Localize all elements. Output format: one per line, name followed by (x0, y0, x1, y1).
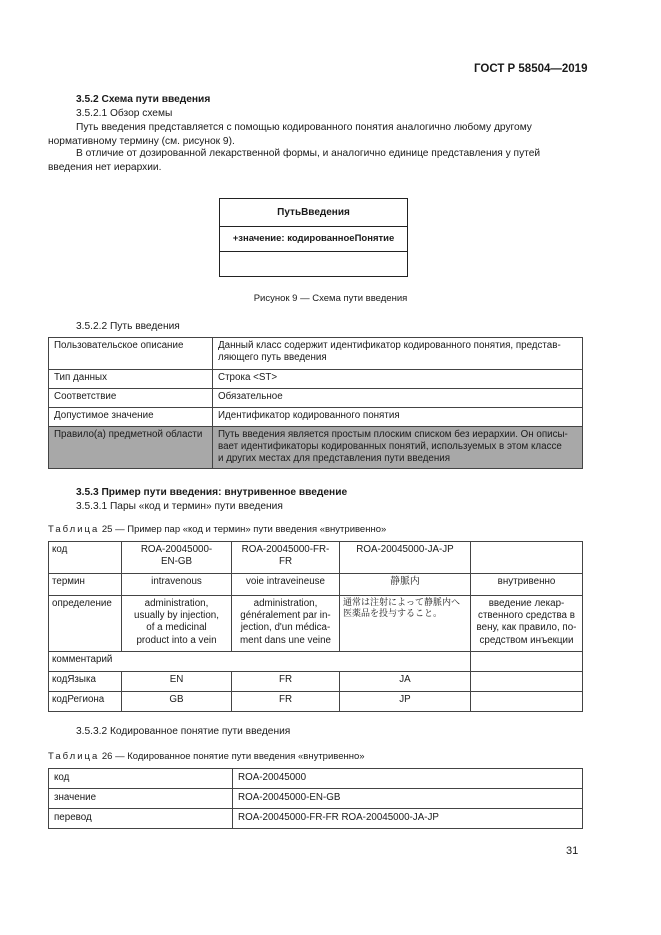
cell (471, 652, 583, 672)
value-line: вает идентификаторы кодированных понятий, используемых в этом классе (218, 441, 562, 453)
table-26-caption (48, 751, 365, 764)
cell-line: 医薬品を投与すること。 (343, 609, 443, 620)
row-label: Соответствие (49, 389, 213, 408)
coded-concept-table (48, 768, 583, 829)
row-label: кодЯзыка (49, 672, 122, 692)
cell-line: ROA-20045000-FR- (241, 544, 330, 555)
table-row (49, 809, 583, 829)
cell (232, 542, 340, 574)
code-term-pairs-table (48, 541, 583, 712)
subsection-3-5-2-2: 3.5.2.2 Путь введения (76, 321, 180, 332)
paragraph-1-line2: нормативному термину (см. рисунок 9). (48, 136, 235, 147)
cell: внутривенно (471, 574, 583, 596)
paragraph-2-line2: введения нет иерархии. (48, 162, 162, 173)
cell-line: EN-GB (160, 556, 193, 568)
table-row (49, 596, 583, 652)
section-title-3-5-2: 3.5.2 Схема пути введения (76, 94, 211, 105)
paragraph-2-line1: В отличие от дозированной лекарственной формы, и аналогично единице представления у путей (76, 148, 541, 159)
table-label: Таблица (48, 524, 100, 535)
row-value: Строка <ST> (213, 370, 583, 389)
subsection-3-5-3-2: 3.5.3.2 Кодированное понятие пути введения (76, 726, 291, 737)
table-row (49, 672, 583, 692)
subsection-3-5-2-1: 3.5.2.1 Обзор схемы (76, 108, 173, 119)
cell-line: administration, (253, 598, 318, 609)
table-row (49, 692, 583, 712)
table-row (49, 789, 583, 809)
cell (122, 542, 232, 574)
table-row (49, 338, 583, 370)
cell-line: ROA-20045000- (140, 544, 213, 555)
cell-line: ment dans une veine (240, 634, 331, 646)
cell-line: FR (278, 556, 293, 568)
row-value: Обязательное (213, 389, 583, 408)
table-row (49, 389, 583, 408)
row-value: Идентификатор кодированного понятия (213, 408, 583, 427)
row-value: ROA-20045000 (233, 769, 583, 789)
cell (471, 692, 583, 712)
row-label: Пользовательское описание (49, 338, 213, 370)
table-label: Таблица (48, 751, 100, 762)
row-label: Правило(а) предметной области (49, 427, 213, 469)
table-row (49, 408, 583, 427)
cell-line: введение лекар- (488, 598, 565, 609)
cell-line: средством инъекции (479, 634, 574, 646)
table-row-highlighted (49, 427, 583, 469)
route-class-table (48, 337, 583, 469)
cell: GB (122, 692, 232, 712)
row-label: Тип данных (49, 370, 213, 389)
uml-class-name: ПутьВведения (220, 199, 407, 227)
row-label: код (49, 542, 122, 574)
paragraph-1-line1: Путь введения представляется с помощью кодированного понятия аналогично любому другому (76, 122, 532, 133)
row-label: кодРегиона (49, 692, 122, 712)
table-row (49, 574, 583, 596)
cell (340, 596, 471, 652)
row-value: ROA-20045000-FR-FR ROA-20045000-JA-JP (233, 809, 583, 829)
cell-line: généralement par in- (240, 610, 331, 622)
standard-number: ГОСТ Р 58504—2019 (474, 63, 588, 75)
cell-line: administration, (144, 598, 209, 609)
value-line: Данный класс содержит идентификатор кодированного понятия, представ- (218, 340, 561, 351)
cell-line: 通常は注射によって静脈内へ (343, 598, 461, 608)
cell-line: вену, как правило, по- (476, 622, 577, 634)
row-label: термин (49, 574, 122, 596)
row-value (213, 427, 583, 469)
row-value (213, 338, 583, 370)
table-row (49, 652, 583, 672)
table-row (49, 370, 583, 389)
cell: ROA-20045000-JA-JP (340, 542, 471, 574)
cell: intravenous (122, 574, 232, 596)
row-label: комментарий (49, 652, 471, 672)
row-label: Допустимое значение (49, 408, 213, 427)
table-caption-text: 25 — Пример пар «код и термин» пути введения «внутривенно» (101, 524, 387, 535)
uml-class-diagram (219, 198, 408, 277)
cell-line: usually by injection, (134, 610, 219, 622)
cell-line: product into a vein (136, 634, 217, 646)
cell: JP (340, 692, 471, 712)
cell (471, 542, 583, 574)
cell-line: jection, d'un médica- (240, 622, 331, 634)
cell (471, 672, 583, 692)
row-label: перевод (49, 809, 233, 829)
section-title-3-5-3: 3.5.3 Пример пути введения: внутривенное введение (76, 487, 348, 498)
row-label: код (49, 769, 233, 789)
figure-caption: Рисунок 9 — Схема пути введения (253, 293, 408, 304)
cell: voie intraveineuse (232, 574, 340, 596)
row-label: значение (49, 789, 233, 809)
table-row (49, 769, 583, 789)
value-line: ляющего путь введения (218, 352, 327, 364)
row-label: определение (49, 596, 122, 652)
row-value: ROA-20045000-EN-GB (233, 789, 583, 809)
table-row (49, 542, 583, 574)
cell-line: of a medicinal (146, 622, 207, 634)
subsection-3-5-3-1: 3.5.3.1 Пары «код и термин» пути введения (76, 501, 283, 512)
cell (232, 596, 340, 652)
uml-attribute: +значение: кодированноеПонятие (220, 227, 407, 252)
value-line: и других местах для представления пути введения (218, 453, 451, 465)
table-25-caption (48, 524, 386, 537)
cell (122, 596, 232, 652)
cell: JA (340, 672, 471, 692)
table-caption-text: 26 — Кодированное понятие пути введения «внутривенно» (101, 751, 365, 762)
value-line: Путь введения является простым плоским списком без иерархии. Он описы- (218, 429, 568, 440)
cell: EN (122, 672, 232, 692)
cell: FR (232, 692, 340, 712)
cell: 静脈内 (340, 574, 471, 596)
cell: FR (232, 672, 340, 692)
cell (471, 596, 583, 652)
cell-line: ственного средства в (478, 610, 575, 622)
page-number: 31 (566, 845, 579, 857)
